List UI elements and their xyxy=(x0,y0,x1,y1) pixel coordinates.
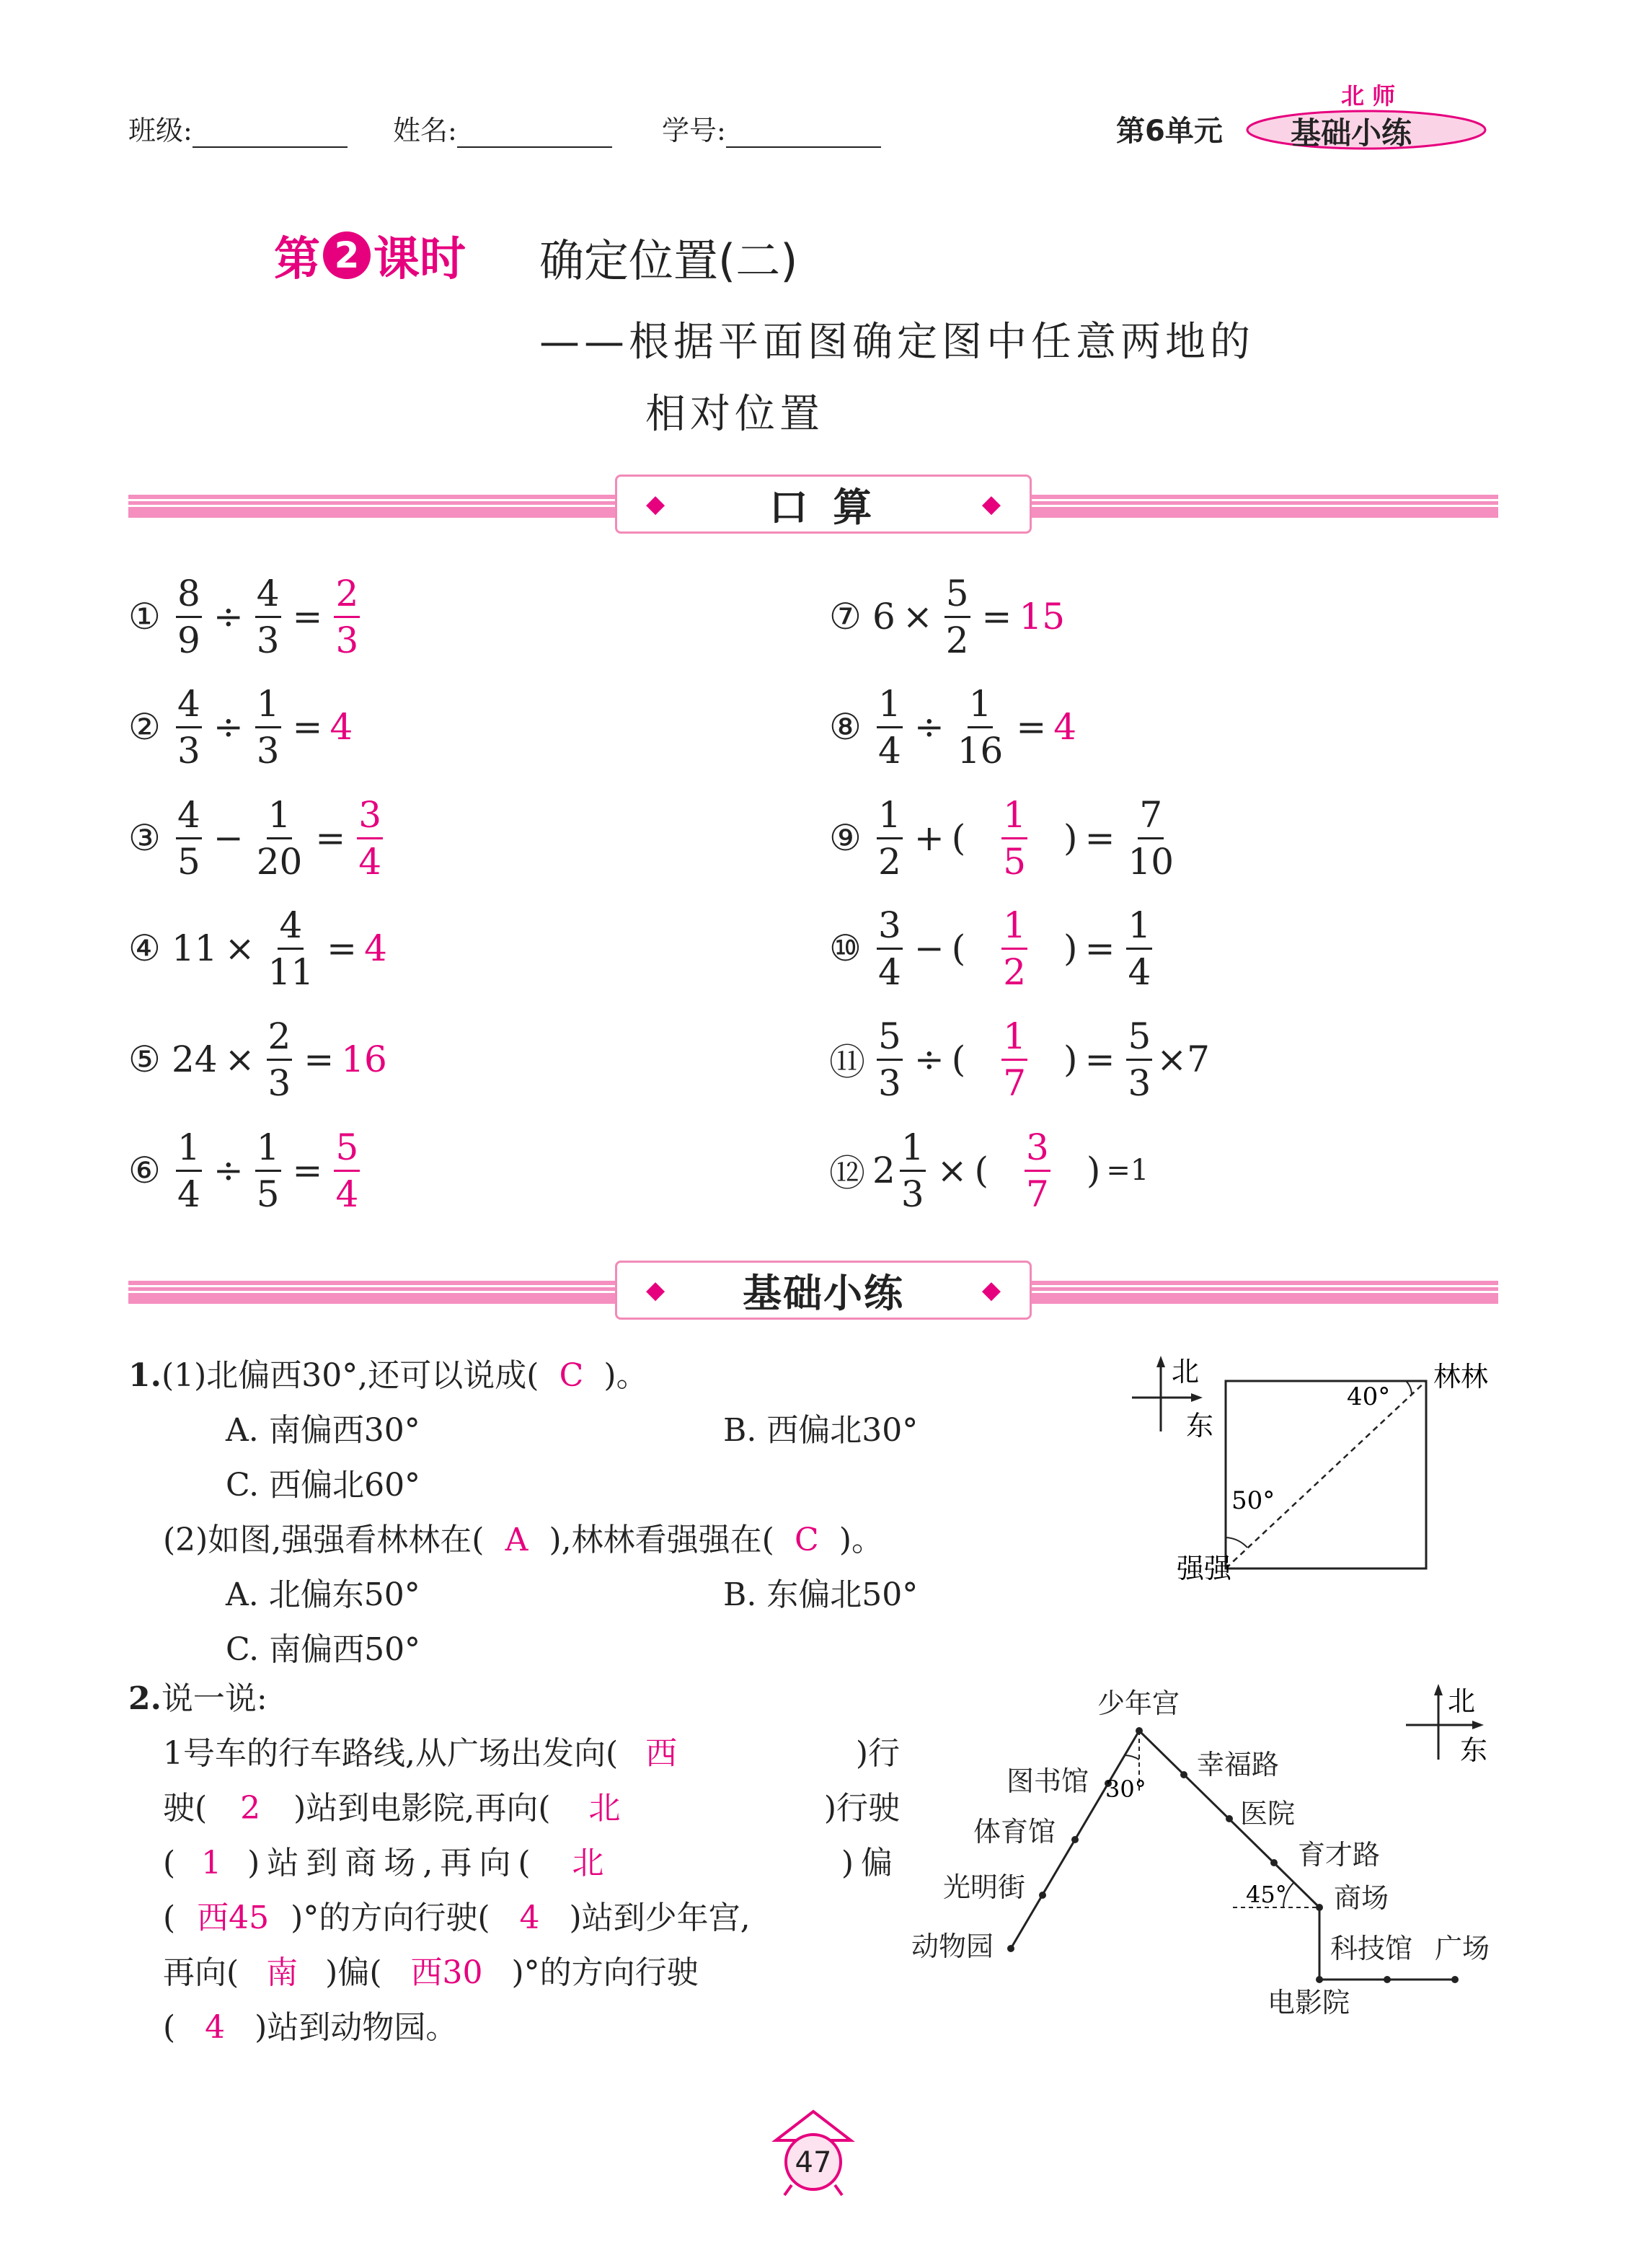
answer[interactable] xyxy=(357,793,383,883)
denominator: 3 xyxy=(1128,1062,1151,1104)
tushuguan-label: 图书馆 xyxy=(1007,1765,1089,1797)
angle-30-label: 30° xyxy=(1105,1775,1146,1803)
route-map xyxy=(901,1673,1521,2048)
option-c: C. 南偏西50° xyxy=(226,1631,421,1668)
denominator: 5 xyxy=(1003,840,1027,883)
numerator: 1 xyxy=(1001,797,1027,839)
problem-number: ⑨ xyxy=(829,817,862,859)
question-text: )。 xyxy=(839,1522,883,1558)
guangmingjie-label: 光明街 xyxy=(943,1871,1026,1903)
unit-label: 第6单元 xyxy=(1116,115,1223,148)
question-text: ( xyxy=(163,2009,176,2046)
answer[interactable]: 4 xyxy=(519,1899,540,1936)
question-text: )°的方向行驶 xyxy=(511,1954,699,1991)
numerator: 1 xyxy=(877,686,903,728)
numerator: 3 xyxy=(877,907,903,950)
numerator: 5 xyxy=(944,575,970,618)
answer[interactable]: C xyxy=(794,1522,819,1558)
brand-top: 北 师 xyxy=(1341,82,1396,110)
denominator: 4 xyxy=(335,1173,359,1215)
operand: 6 xyxy=(872,596,895,637)
denominator: 4 xyxy=(1128,950,1151,993)
answer[interactable]: 西 xyxy=(645,1735,678,1772)
question-text: ),林林看强强在( xyxy=(549,1522,774,1558)
lesson-tag xyxy=(274,222,466,288)
problem-number: ② xyxy=(128,706,161,748)
denominator: 2 xyxy=(878,840,901,883)
numerator: 1 xyxy=(255,1129,281,1172)
result: =1 xyxy=(1106,1154,1149,1187)
denominator: 3 xyxy=(901,1173,924,1215)
id-label: 学号: xyxy=(662,115,726,146)
section-oral-header xyxy=(128,484,1498,530)
yucailu-label: 育才路 xyxy=(1298,1839,1381,1871)
problem-number: ⑥ xyxy=(128,1150,161,1191)
yiyuan-label: 医院 xyxy=(1240,1798,1296,1830)
linlin-label: 林林 xyxy=(1433,1361,1489,1393)
diagonal-line xyxy=(1226,1381,1426,1568)
operator: ÷ xyxy=(213,706,244,748)
numerator: 1 xyxy=(877,797,903,839)
answer[interactable]: 西30 xyxy=(410,1954,483,1991)
question-text: )站到商场,再向( xyxy=(247,1845,538,1881)
denominator: 11 xyxy=(267,950,314,993)
question-text: 再向( xyxy=(163,1954,239,1991)
operator: × xyxy=(224,1038,255,1080)
operator: ÷ xyxy=(913,706,944,748)
whole-part: 2 xyxy=(872,1150,895,1191)
page-number: 47 xyxy=(795,2146,832,2179)
question-text: ( xyxy=(163,1845,183,1881)
oral-problem-7: ⑦ 6 × $\frac{5}{2}$ = 15 xyxy=(829,572,1066,661)
operand: ×7 xyxy=(1156,1038,1210,1080)
angle-40-label: 40° xyxy=(1347,1382,1391,1411)
section-oral-title: 口 算 xyxy=(769,484,878,530)
answer[interactable] xyxy=(334,1126,360,1215)
diamond-icon: ◆ xyxy=(981,490,1001,519)
id-input[interactable] xyxy=(726,116,881,148)
numerator: 7 xyxy=(1138,797,1164,839)
class-input[interactable] xyxy=(193,116,348,148)
problem-number: ⑫ xyxy=(829,1152,865,1194)
answer[interactable]: 西45 xyxy=(197,1899,270,1936)
north-label: 北 xyxy=(1448,1685,1476,1717)
denominator: 3 xyxy=(256,729,280,772)
oral-problem-3: ③ $\frac{4}{5}$ − $\frac{1}{20}$ = $\frac{3}{4}$ xyxy=(128,793,382,883)
numerator: 3 xyxy=(1025,1129,1050,1172)
problem-number: ⑤ xyxy=(128,1038,161,1080)
answer[interactable]: A xyxy=(505,1522,528,1558)
numerator: 1 xyxy=(267,797,293,839)
denominator: 5 xyxy=(256,1173,280,1215)
id-field xyxy=(662,108,881,148)
problem-number: ⑧ xyxy=(829,706,862,748)
angle-arc-bottom xyxy=(1226,1537,1247,1548)
numerator: 4 xyxy=(278,907,304,950)
east-label: 东 xyxy=(1186,1410,1214,1442)
numerator: 4 xyxy=(176,686,202,728)
option-a: A. 北偏东50° xyxy=(226,1576,420,1613)
denominator: 4 xyxy=(878,729,901,772)
question-text: )站到少年宫, xyxy=(569,1899,751,1936)
kejiguan-label: 科技馆 xyxy=(1330,1933,1413,1964)
operator: × xyxy=(224,927,255,969)
problem-number: ⑩ xyxy=(829,927,862,969)
answer[interactable] xyxy=(1001,1015,1027,1104)
angle-arc-top xyxy=(1406,1381,1412,1395)
question-number: 2. xyxy=(128,1680,162,1717)
diamond-icon: ◆ xyxy=(981,1276,1001,1305)
operator: + xyxy=(913,817,944,859)
denominator: 9 xyxy=(177,619,200,661)
problem-number: ④ xyxy=(128,927,161,969)
answer[interactable] xyxy=(1001,793,1027,883)
shaoniangong-label: 少年宫 xyxy=(1097,1687,1180,1719)
shangchang-label: 商场 xyxy=(1334,1882,1389,1914)
numerator: 2 xyxy=(334,575,360,618)
question-text: )站到电影院,再向( xyxy=(293,1790,551,1827)
answer[interactable]: 4 xyxy=(329,706,353,748)
numerator: 1 xyxy=(176,1129,202,1172)
denominator: 4 xyxy=(878,950,901,993)
angle-45-label: 45° xyxy=(1246,1881,1287,1908)
denominator: 4 xyxy=(358,840,382,883)
denominator: 10 xyxy=(1128,840,1174,883)
oral-problem-4: ④ 11 × $\frac{4}{11}$ = 4 xyxy=(128,904,387,993)
problem-number: ⑦ xyxy=(829,596,862,637)
numerator: 1 xyxy=(1126,907,1152,950)
answer[interactable] xyxy=(1025,1126,1050,1215)
answer[interactable]: 16 xyxy=(341,1038,387,1080)
oral-problem-1: ① $\frac{8}{9}$ ÷ $\frac{4}{3}$ = $\frac{2}{3}$ xyxy=(128,572,359,661)
question-1 xyxy=(128,1349,918,1677)
name-label: 姓名: xyxy=(393,115,457,146)
section-basic-title: 基础小练 xyxy=(743,1270,904,1316)
lesson-suffix: 课时 xyxy=(373,233,466,286)
denominator: 2 xyxy=(945,619,969,661)
denominator: 3 xyxy=(256,619,280,661)
denominator: 3 xyxy=(267,1062,291,1104)
answer[interactable]: 4 xyxy=(1053,706,1077,748)
question-text: )站到动物园。 xyxy=(255,2009,458,2046)
section-basic-header xyxy=(128,1270,1498,1316)
east-label: 东 xyxy=(1460,1734,1488,1766)
operator: × xyxy=(937,1150,968,1191)
brand-logo xyxy=(1240,78,1492,157)
question-title: 说一说: xyxy=(161,1680,267,1717)
numerator: 1 xyxy=(900,1129,926,1172)
question-text: )°的方向行驶( xyxy=(291,1899,490,1936)
numerator: 1 xyxy=(1001,1018,1027,1061)
denominator: 3 xyxy=(177,729,200,772)
diamond-icon: ◆ xyxy=(646,1276,665,1305)
question-text: (2)如图,强强看林林在( xyxy=(163,1522,485,1558)
denominator: 3 xyxy=(878,1062,901,1104)
guangchang-label: 广场 xyxy=(1435,1933,1490,1964)
option-a: A. 南偏西30° xyxy=(226,1412,420,1449)
operator: ÷ xyxy=(913,1038,944,1080)
oral-problem-8: ⑧ $\frac{1}{4}$ ÷ $\frac{1}{16}$ = 4 xyxy=(829,682,1077,772)
operand: 24 xyxy=(172,1038,218,1080)
question-text: )行驶 xyxy=(823,1790,900,1827)
option-b: B. 东偏北50° xyxy=(723,1576,919,1613)
numerator: 4 xyxy=(255,575,281,618)
answer[interactable]: 南 xyxy=(266,1954,298,1991)
numerator: 5 xyxy=(334,1129,360,1172)
denominator: 16 xyxy=(957,729,1004,772)
oral-problem-2: ② $\frac{4}{3}$ ÷ $\frac{1}{3}$ = 4 xyxy=(128,682,353,772)
option-b: B. 西偏北30° xyxy=(723,1412,919,1449)
answer[interactable]: 北 xyxy=(572,1845,611,1881)
denominator: 4 xyxy=(177,1173,200,1215)
operand: 11 xyxy=(172,927,218,969)
lesson-number-badge: 2 xyxy=(323,231,371,279)
class-field xyxy=(128,108,348,148)
answer[interactable]: 4 xyxy=(364,927,387,969)
answer[interactable]: 4 xyxy=(205,2009,226,2046)
numerator: 3 xyxy=(357,797,383,839)
numerator: 1 xyxy=(968,686,994,728)
denominator: 20 xyxy=(256,840,303,883)
question-text: 1号车的行车路线,从广场出发向( xyxy=(163,1735,619,1772)
operator: − xyxy=(213,817,244,859)
dianyingyuan-label: 电影院 xyxy=(1268,1987,1350,2018)
answer[interactable] xyxy=(334,572,360,661)
operator: × xyxy=(902,596,933,637)
problem-number: ③ xyxy=(128,817,161,859)
question-text: )行 xyxy=(855,1735,900,1772)
operator: ÷ xyxy=(213,596,244,637)
answer[interactable]: 15 xyxy=(1019,596,1066,637)
answer[interactable]: 北 xyxy=(588,1790,621,1827)
answer[interactable]: 1 xyxy=(201,1845,229,1881)
denominator: 3 xyxy=(335,619,359,661)
answer[interactable]: C xyxy=(559,1357,584,1394)
denominator: 5 xyxy=(177,840,200,883)
lesson-subtitle-1: ——根据平面图确定图中任意两地的 xyxy=(539,319,1255,366)
page-number-badge xyxy=(770,2106,857,2199)
question-number: 1. xyxy=(128,1357,162,1394)
oral-problem-10: ⑩ $\frac{3}{4}$ − ( $\frac{1}{2}$ ) = $\frac{1}{4}$ xyxy=(829,904,1151,993)
qiangqiang-label: 强强 xyxy=(1177,1553,1232,1584)
question-text: )偏( xyxy=(325,1954,382,1991)
xingfulu-label: 幸福路 xyxy=(1197,1749,1280,1781)
denominator: 7 xyxy=(1003,1062,1027,1104)
north-label: 北 xyxy=(1172,1356,1200,1387)
angle-50-label: 50° xyxy=(1231,1486,1275,1515)
question-text: )。 xyxy=(603,1357,648,1394)
oral-problem-5: ⑤ 24 × $\frac{2}{3}$ = 16 xyxy=(128,1015,387,1104)
numerator: 5 xyxy=(1126,1018,1152,1061)
class-label: 班级: xyxy=(128,115,193,146)
oral-problem-11: ⑪ $\frac{5}{3}$ ÷ ( $\frac{1}{7}$ ) = $\frac{5}{3}$ ×7 xyxy=(829,1015,1210,1104)
lesson-prefix: 第 xyxy=(274,233,320,286)
lesson-title: 确定位置(二) xyxy=(539,234,798,287)
operator: − xyxy=(913,927,944,969)
denominator: 7 xyxy=(1026,1173,1049,1215)
question-text: 驶( xyxy=(163,1790,208,1827)
angle-arc-30 xyxy=(1125,1755,1139,1760)
question-text: )偏 xyxy=(841,1845,900,1881)
numerator: 2 xyxy=(267,1018,293,1061)
name-field xyxy=(393,108,612,148)
brand-main: 基础小练 xyxy=(1291,115,1412,151)
question-2 xyxy=(128,1672,900,2055)
answer[interactable]: 2 xyxy=(240,1790,261,1827)
oral-problem-6: ⑥ $\frac{1}{4}$ ÷ $\frac{1}{5}$ = $\frac{5}{4}$ xyxy=(128,1126,359,1215)
oral-problem-12: ⑫ 2 $\frac{1}{3}$ × ( $\frac{3}{7}$ ) =1 xyxy=(829,1126,1149,1215)
numerator: 1 xyxy=(255,686,281,728)
q1-figure xyxy=(1110,1349,1514,1594)
problem-number: ① xyxy=(128,596,161,637)
dongwuyuan-label: 动物园 xyxy=(911,1931,994,1962)
question-text: ( xyxy=(163,1899,176,1936)
tiyuguan-label: 体育馆 xyxy=(973,1816,1056,1848)
problem-number: ⑪ xyxy=(829,1041,865,1083)
denominator: 2 xyxy=(1003,950,1027,993)
numerator: 4 xyxy=(176,797,202,839)
numerator: 5 xyxy=(877,1018,903,1061)
answer[interactable] xyxy=(1001,904,1027,993)
option-c: C. 西偏北60° xyxy=(226,1467,421,1504)
lesson-subtitle-2: 相对位置 xyxy=(645,391,824,438)
name-input[interactable] xyxy=(457,116,612,148)
diamond-icon: ◆ xyxy=(646,490,665,519)
question-text: (1)北偏西30°,还可以说成( xyxy=(161,1357,539,1394)
operator: ÷ xyxy=(213,1150,244,1191)
numerator: 1 xyxy=(1001,907,1027,950)
numerator: 8 xyxy=(176,575,202,618)
oral-problem-9: ⑨ $\frac{1}{2}$ + ( $\frac{1}{5}$ ) = $\frac{7}{10}$ xyxy=(829,793,1174,883)
